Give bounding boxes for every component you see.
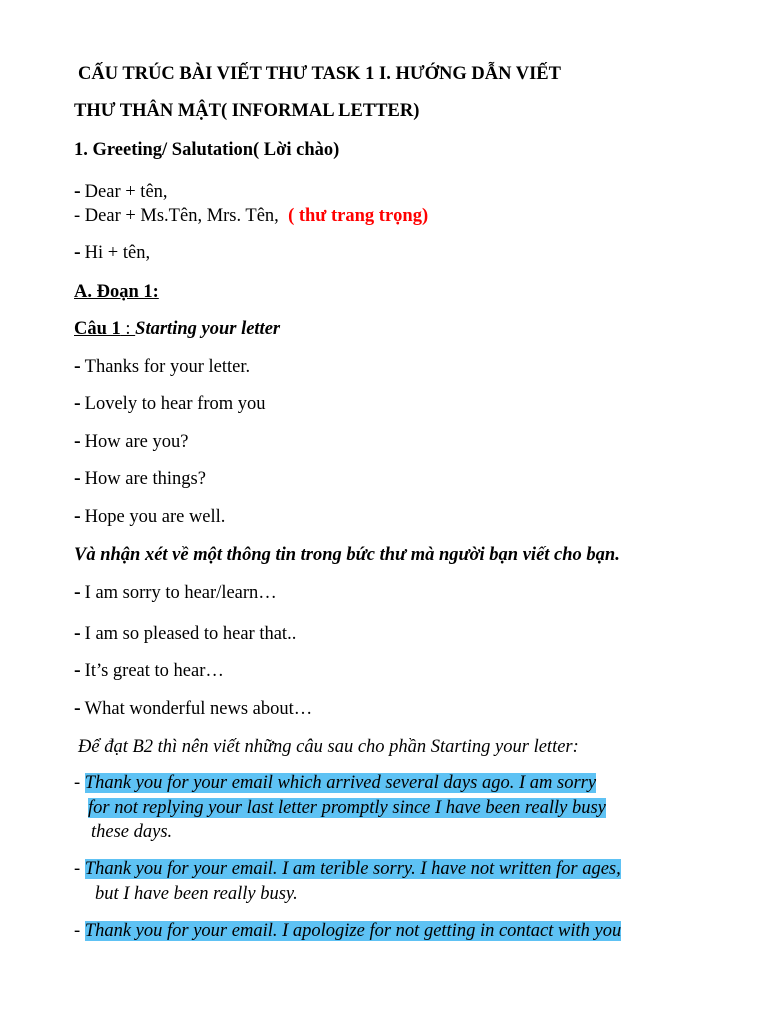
bullet-dash: - [74,467,81,489]
list-item [74,580,277,605]
list-item [74,658,224,683]
b2-example-1 [74,771,596,795]
b2-example-3 [74,919,621,943]
bullet-dash: - [74,581,81,603]
highlighted-text: Thank you for your email. I apologize for not getting in contact with you [84,921,622,941]
list-item-text: What wonderful news about… [84,699,313,719]
bullet-dash: - [74,241,81,263]
document-title-line-1: CẤU TRÚC BÀI VIẾT THƯ TASK 1 I. HƯỚNG DẪN VIẾT [78,64,561,84]
bullet-dash: - [74,622,81,644]
section-a-heading: A. Đoạn 1: [74,282,159,302]
greeting-item-2 [74,204,428,228]
list-item-text: It’s great to hear… [84,661,224,681]
bullet-dash: - [74,697,81,719]
cau-1-separator: : [120,319,136,339]
cau-1-title: Starting your letter [135,319,281,339]
greeting-item-text: Dear + tên, [84,182,168,202]
b2-intro: Để đạt B2 thì nên viết những câu sau cho phần Starting your letter: [78,737,579,757]
highlighted-text: for not replying your last letter promptly since I have been really busy [88,798,606,818]
list-item [74,466,206,491]
greeting-heading: 1. Greeting/ Salutation( Lời chào) [74,140,340,160]
highlighted-text: Thank you for your email which arrived several days ago. I am sorry [84,773,597,793]
list-item [74,391,266,416]
list-item [74,354,250,379]
comment-heading: Và nhận xét về một thông tin trong bức thư mà người bạn viết cho bạn. [74,545,620,565]
bullet-dash: - [74,180,81,202]
greeting-item-1 [74,179,168,204]
b2-example-1-line-2 [88,796,606,820]
list-item [74,429,188,454]
greeting-item-text: Hi + tên, [84,243,151,263]
list-item [74,504,225,529]
bullet-dash: - [74,355,81,377]
bullet-dash: - [74,659,81,681]
b2-example-2-line-2: but I have been really busy. [95,884,298,904]
greeting-item-3 [74,240,150,265]
list-item-text: Hope you are well. [84,507,226,527]
bullet-dash: - [74,921,81,941]
bullet-dash: - [74,859,81,879]
cau-1-label: Câu 1 [74,319,121,339]
b2-example-2 [74,857,621,881]
b2-example-1-line-3: these days. [91,822,173,842]
list-item-text: How are things? [84,469,206,489]
formal-letter-note: ( thư trang trọng) [288,206,429,226]
list-item-text: I am so pleased to hear that.. [84,624,297,644]
bullet-dash: - [74,430,81,452]
list-item [74,621,296,646]
list-item-text: Lovely to hear from you [84,394,266,414]
list-item [74,696,312,721]
list-item-text: I am sorry to hear/learn… [84,583,277,603]
highlighted-text: Thank you for your email. I am terible sorry. I have not written for ages, [84,859,621,879]
bullet-dash: - [74,392,81,414]
bullet-dash: - [74,773,81,793]
list-item-text: How are you? [84,432,189,452]
cau-1-heading [74,317,280,341]
document-title-line-2: THƯ THÂN MẬT( INFORMAL LETTER) [74,101,420,121]
bullet-dash: - [74,505,81,527]
greeting-item-text: - Dear + Ms.Tên, Mrs. Tên, [74,206,279,226]
list-item-text: Thanks for your letter. [84,357,251,377]
